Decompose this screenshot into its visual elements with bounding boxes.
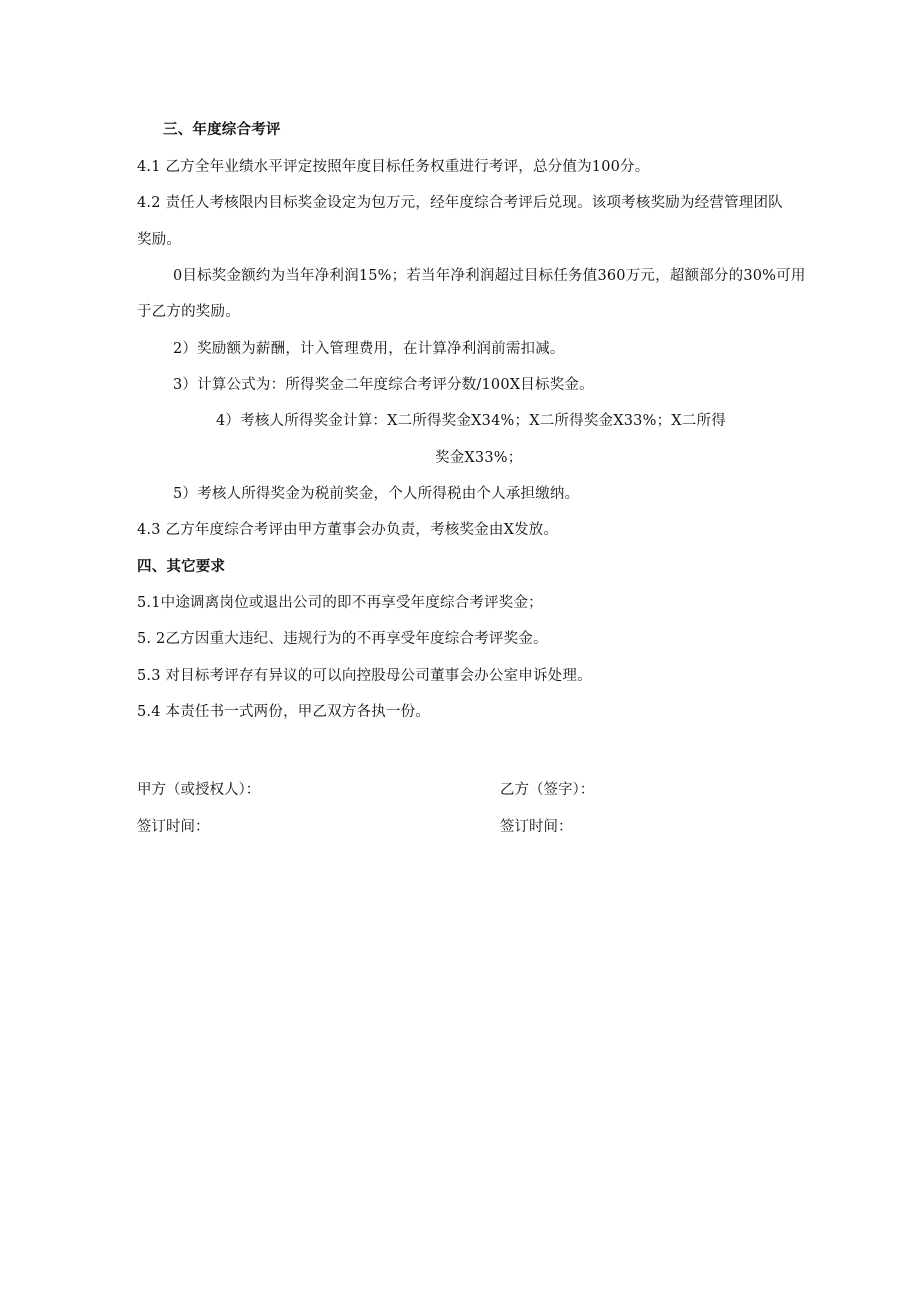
clause-5-4: 5.4 本责任书一式两份，甲乙双方各执一份。 [137, 704, 431, 720]
clause-4-2-line-1: 4.2 责任人考核限内目标奖金设定为包万元，经年度综合考评后兑现。该项考核奖励为经营管理团队 [137, 195, 783, 211]
item-5: 5）考核人所得奖金为税前奖金，个人所得税由个人承担缴纳。 [173, 486, 580, 502]
clause-4-2-line-2: 奖励。 [137, 232, 182, 248]
clause-4-3: 4.3 乙方年度综合考评由甲方董事会办负责，考核奖金由X发放。 [137, 522, 559, 538]
section-3-heading: 三、年度综合考评 [163, 122, 281, 138]
item-0-line-1: 0目标奖金额约为当年净利润15%；若当年净利润超过目标任务值360万元，超额部分的30%可用 [173, 268, 806, 284]
item-4-line-2: 奖金X33%； [435, 450, 523, 466]
party-b-date-label: 签订时间： [500, 819, 573, 835]
party-b-signature-label: 乙方（签字）： [500, 782, 595, 798]
clause-5-3: 5.3 对目标考评存有异议的可以向控股母公司董事会办公室申诉处理。 [137, 668, 592, 684]
clause-4-1: 4.1 乙方全年业绩水平评定按照年度目标任务权重进行考评，总分值为100分。 [137, 159, 650, 175]
clause-5-2: 5. 2乙方因重大违纪、违规行为的不再享受年度综合考评奖金。 [137, 631, 548, 647]
item-0-line-2: 于乙方的奖励。 [137, 304, 240, 320]
item-2: 2）奖励额为薪酬，计入管理费用，在计算净利润前需扣减。 [173, 341, 565, 357]
section-4-heading: 四、其它要求 [137, 559, 226, 575]
party-a-date-label: 签订时间： [137, 819, 210, 835]
item-4-line-1: 4）考核人所得奖金计算：X二所得奖金X34%；X二所得奖金X33%；X二所得 [216, 413, 726, 429]
item-3: 3）计算公式为：所得奖金二年度综合考评分数/100X目标奖金。 [173, 377, 594, 393]
clause-5-1: 5.1中途调离岗位或退出公司的即不再享受年度综合考评奖金； [137, 595, 543, 611]
party-a-signature-label: 甲方（或授权人）： [137, 782, 261, 798]
